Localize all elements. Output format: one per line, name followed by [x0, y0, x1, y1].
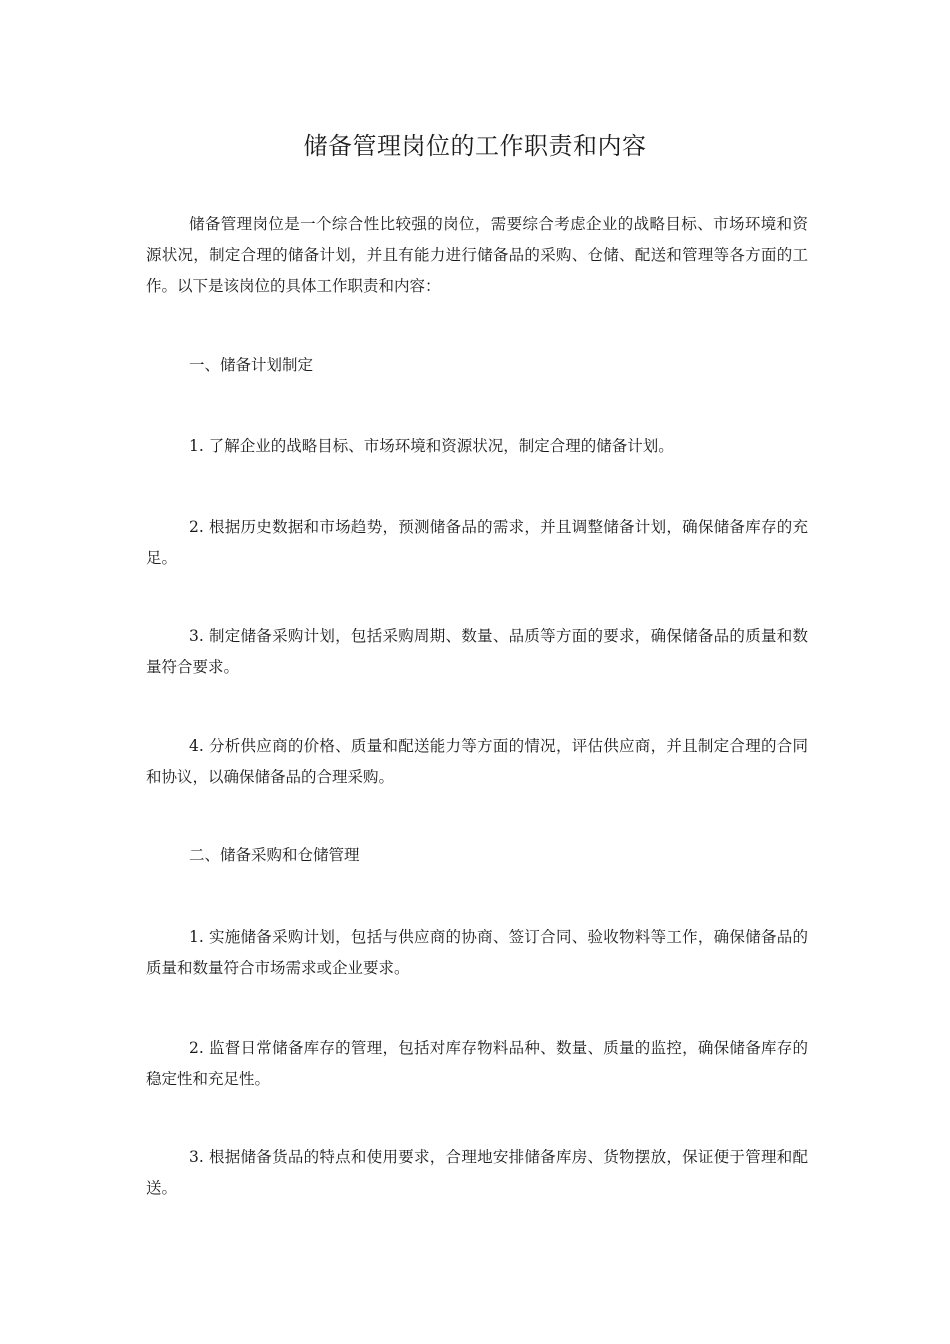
section1-item-3: 3. 制定储备采购计划，包括采购周期、数量、品质等方面的要求，确保储备品的质量和数量符合要求。	[146, 627, 808, 676]
section2-item-1: 1. 实施储备采购计划，包括与供应商的协商、签订合同、验收物料等工作，确保储备品的质量和数量符合市场需求或企业要求。	[146, 928, 808, 977]
section-heading-2: 二、储备采购和仓储管理	[189, 846, 360, 864]
section2-item-3: 3. 根据储备货品的特点和使用要求，合理地安排储备库房、货物摆放，保证便于管理和配送。	[146, 1148, 808, 1197]
section2-item-2: 2. 监督日常储备库存的管理，包括对库存物料品种、数量、质量的监控，确保储备库存的稳定性和充足性。	[146, 1039, 808, 1088]
section1-item-1: 1. 了解企业的战略目标、市场环境和资源状况，制定合理的储备计划。	[189, 437, 674, 455]
document-title: 储备管理岗位的工作职责和内容	[303, 132, 647, 160]
section1-item-4: 4. 分析供应商的价格、质量和配送能力等方面的情况，评估供应商，并且制定合理的合同和协议，以确保储备品的合理采购。	[146, 737, 808, 786]
section1-item-2: 2. 根据历史数据和市场趋势，预测储备品的需求，并且调整储备计划，确保储备库存的充足。	[146, 518, 808, 567]
intro-paragraph: 储备管理岗位是一个综合性比较强的岗位，需要综合考虑企业的战略目标、市场环境和资源状况，制定合理的储备计划，并且有能力进行储备品的采购、仓储、配送和管理等各方面的工作。以下是该岗位的具体工作职责和内容：	[146, 215, 808, 295]
section-heading-1: 一、储备计划制定	[189, 356, 314, 374]
